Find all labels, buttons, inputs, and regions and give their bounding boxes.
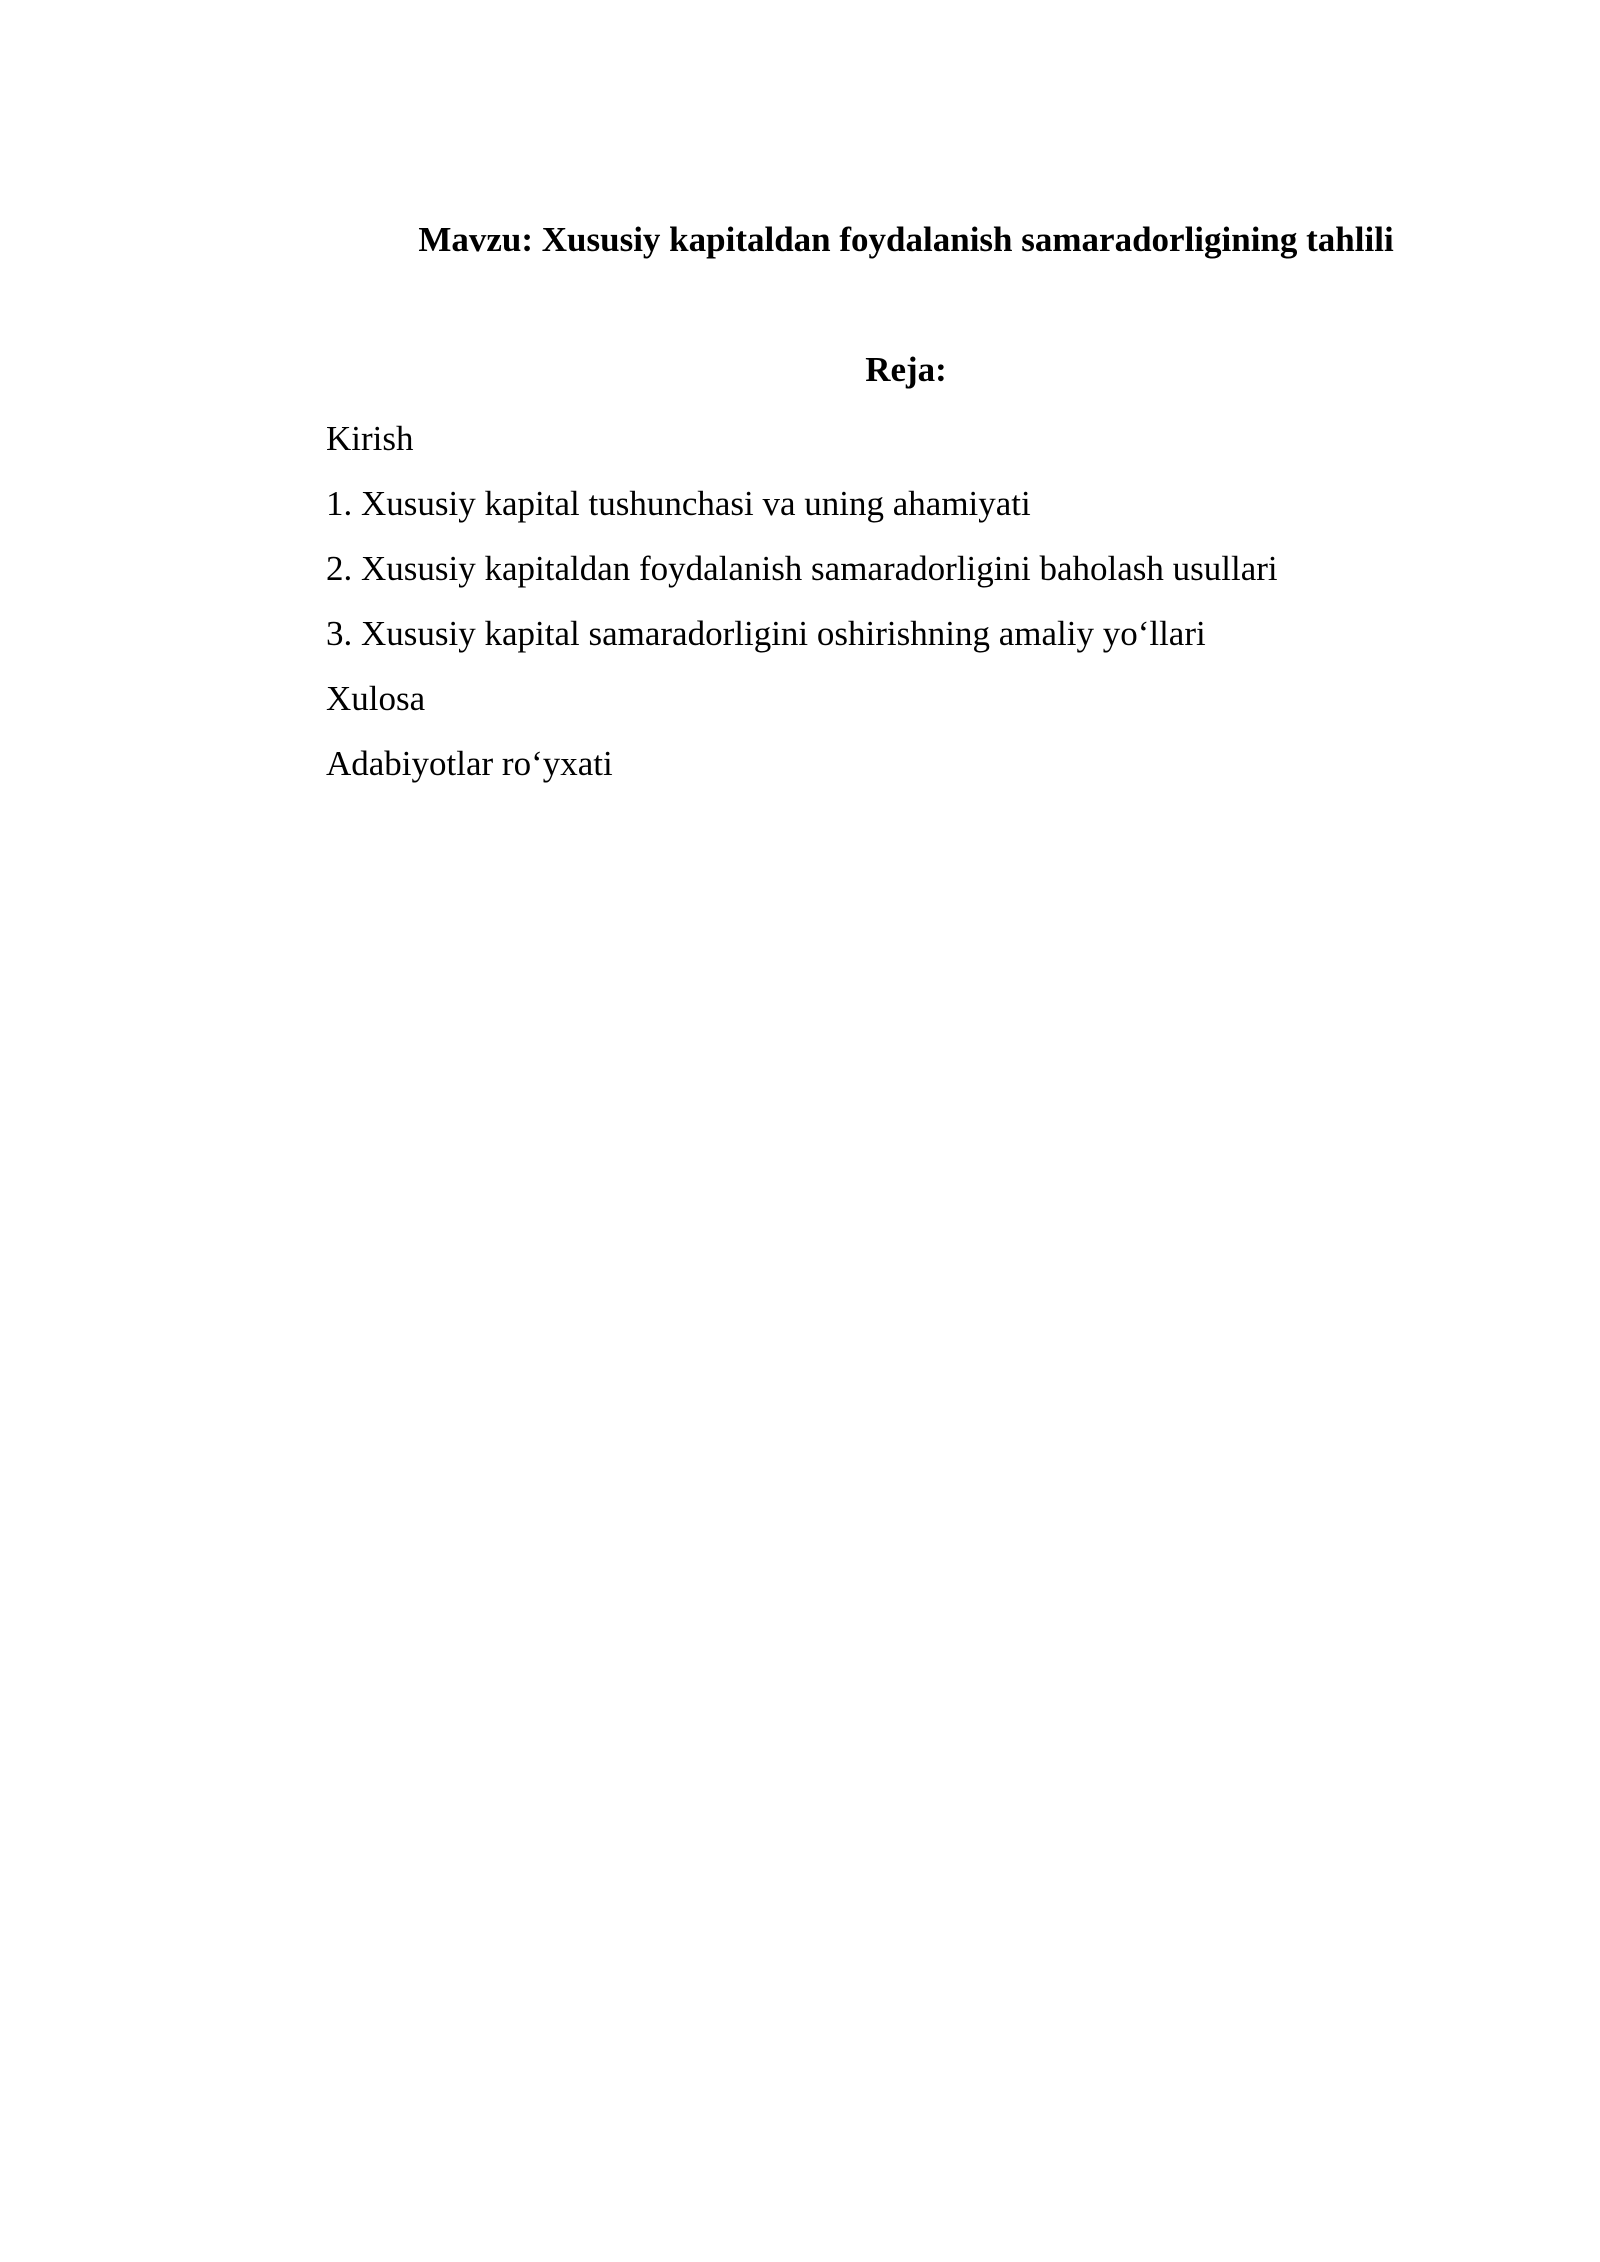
plan-item-references: Adabiyotlar ro‘yxati xyxy=(326,744,613,783)
plan-item-introduction: Kirish xyxy=(326,419,414,458)
plan-item-conclusion: Xulosa xyxy=(326,679,426,718)
document-title: Mavzu: Xususiy kapitaldan foydalanish samaradorligining tahlili xyxy=(418,220,1394,259)
plan-item-3: 3. Xususiy kapital samaradorligini oshirishning amaliy yo‘llari xyxy=(326,614,1206,653)
plan-item-2: 2. Xususiy kapitaldan foydalanish samaradorligini baholash usullari xyxy=(326,549,1278,588)
plan-item-1: 1. Xususiy kapital tushunchasi va uning ahamiyati xyxy=(326,484,1031,523)
plan-heading: Reja: xyxy=(865,350,947,389)
plan-list xyxy=(326,406,1486,796)
